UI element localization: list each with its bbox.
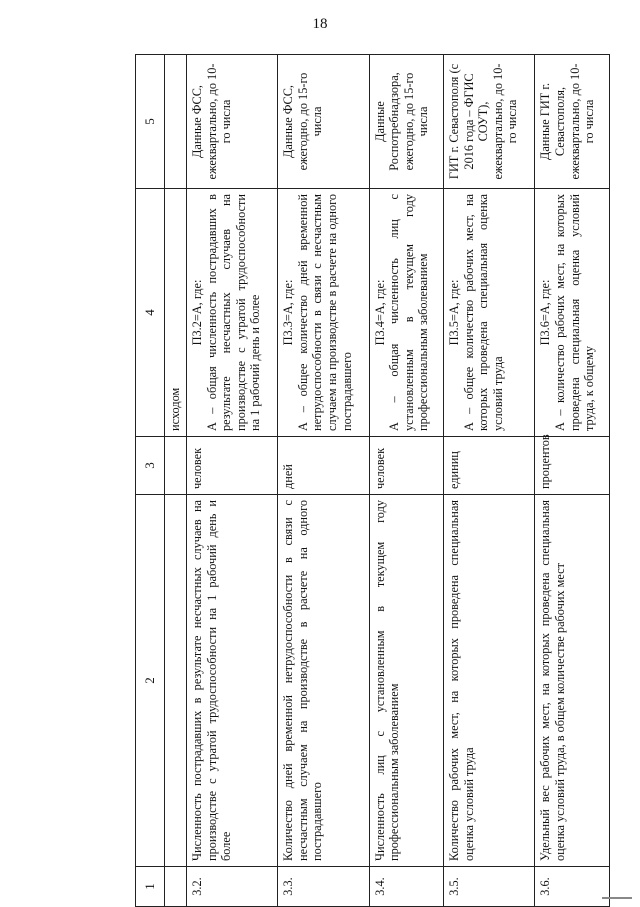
formula-cell [187, 189, 278, 437]
col-header-4: 4 [136, 189, 165, 437]
row-number: 3.2. [187, 867, 278, 907]
col-header-5: 5 [136, 55, 165, 189]
unit: единиц [444, 437, 535, 495]
formula-cell [278, 189, 369, 437]
continuation-text: исходом [165, 189, 187, 437]
empty-cell [165, 867, 187, 907]
data-source: Данные ГИТ г. Севастополя, ежеквартально, до 10-го числа [535, 55, 610, 189]
table-row [187, 55, 278, 907]
formula-cell [444, 189, 535, 437]
header-row [136, 55, 165, 907]
formula-description: А – количество рабочих мест, на которых проведена специальная оценка условий труда, к общему [552, 194, 597, 431]
indicator-name: Численность пострадавших в результате несчастных случаев на производстве с утратой трудоспособности на 1 рабочий день и более [187, 495, 278, 867]
data-source: Данные Роспотребнадзора, ежегодно, до 15-го числа [369, 55, 444, 189]
rotated-table-container [135, 55, 610, 907]
unit: человек [369, 437, 444, 495]
indicator-table [135, 54, 610, 907]
formula: П3.3=А, где: [281, 279, 296, 346]
data-source: ГИТ г. Севастополя (с 2016 года – ФГИС СОУТ), ежеквартально, до 10-го числа [444, 55, 535, 189]
table-row [535, 55, 610, 907]
empty-cell [165, 437, 187, 495]
formula-description: А – общее количество рабочих мест, на которых проведена специальная оценка условий труда [461, 194, 505, 431]
data-source: Данные ФСС, ежегодно, до 15-го числа [278, 55, 369, 189]
formula: П3.6=А, где: [538, 279, 553, 346]
table-row [278, 55, 369, 907]
row-number: 3.3. [278, 867, 369, 907]
table-row [369, 55, 444, 907]
indicator-name: Численность лиц с установленным в текущем году профессиональным заболеванием [369, 495, 444, 867]
data-source: Данные ФСС, ежеквартально, до 10-го числа [187, 55, 278, 189]
indicator-name: Удельный вес рабочих мест, на которых проведена специальная оценка условий труда, в общем количестве рабочих мест [535, 495, 610, 867]
indicator-name: Количество дней временной нетрудоспособности в связи с несчастным случаем на производстве в расчете на одного пострадавшего [278, 495, 369, 867]
formula: П3.5=А, где: [447, 279, 462, 346]
formula: П3.4=А, где: [372, 279, 387, 346]
formula-cell [369, 189, 444, 437]
empty-cell [165, 495, 187, 867]
col-header-2: 2 [136, 495, 165, 867]
scan-mark [602, 897, 632, 899]
row-number: 3.4. [369, 867, 444, 907]
formula-cell [535, 189, 610, 437]
col-header-1: 1 [136, 867, 165, 907]
unit: процентов [535, 437, 610, 495]
unit: человек [187, 437, 278, 495]
unit: дней [278, 437, 369, 495]
row-number: 3.5. [444, 867, 535, 907]
formula-description: А – общая численность пострадавших в результате несчастных случаев на производстве с утратой трудоспособности на 1 рабочий день и более [204, 194, 263, 431]
formula: П3.2=А, где: [190, 279, 204, 346]
continuation-row [165, 55, 187, 907]
table-row [444, 55, 535, 907]
indicator-name: Количество рабочих мест, на которых проведена специальная оценка условий труда [444, 495, 535, 867]
formula-description: А – общая численность лиц с установленным в текущем году профессиональным заболеванием [387, 194, 431, 431]
col-header-3: 3 [136, 437, 165, 495]
formula-description: А – общее количество дней временной нетрудоспособности в связи с несчастным случаем на производстве в расчете на одного пострадавшего [295, 194, 354, 431]
page-number: 18 [312, 16, 328, 32]
empty-cell [165, 55, 187, 189]
row-number: 3.6. [535, 867, 610, 907]
